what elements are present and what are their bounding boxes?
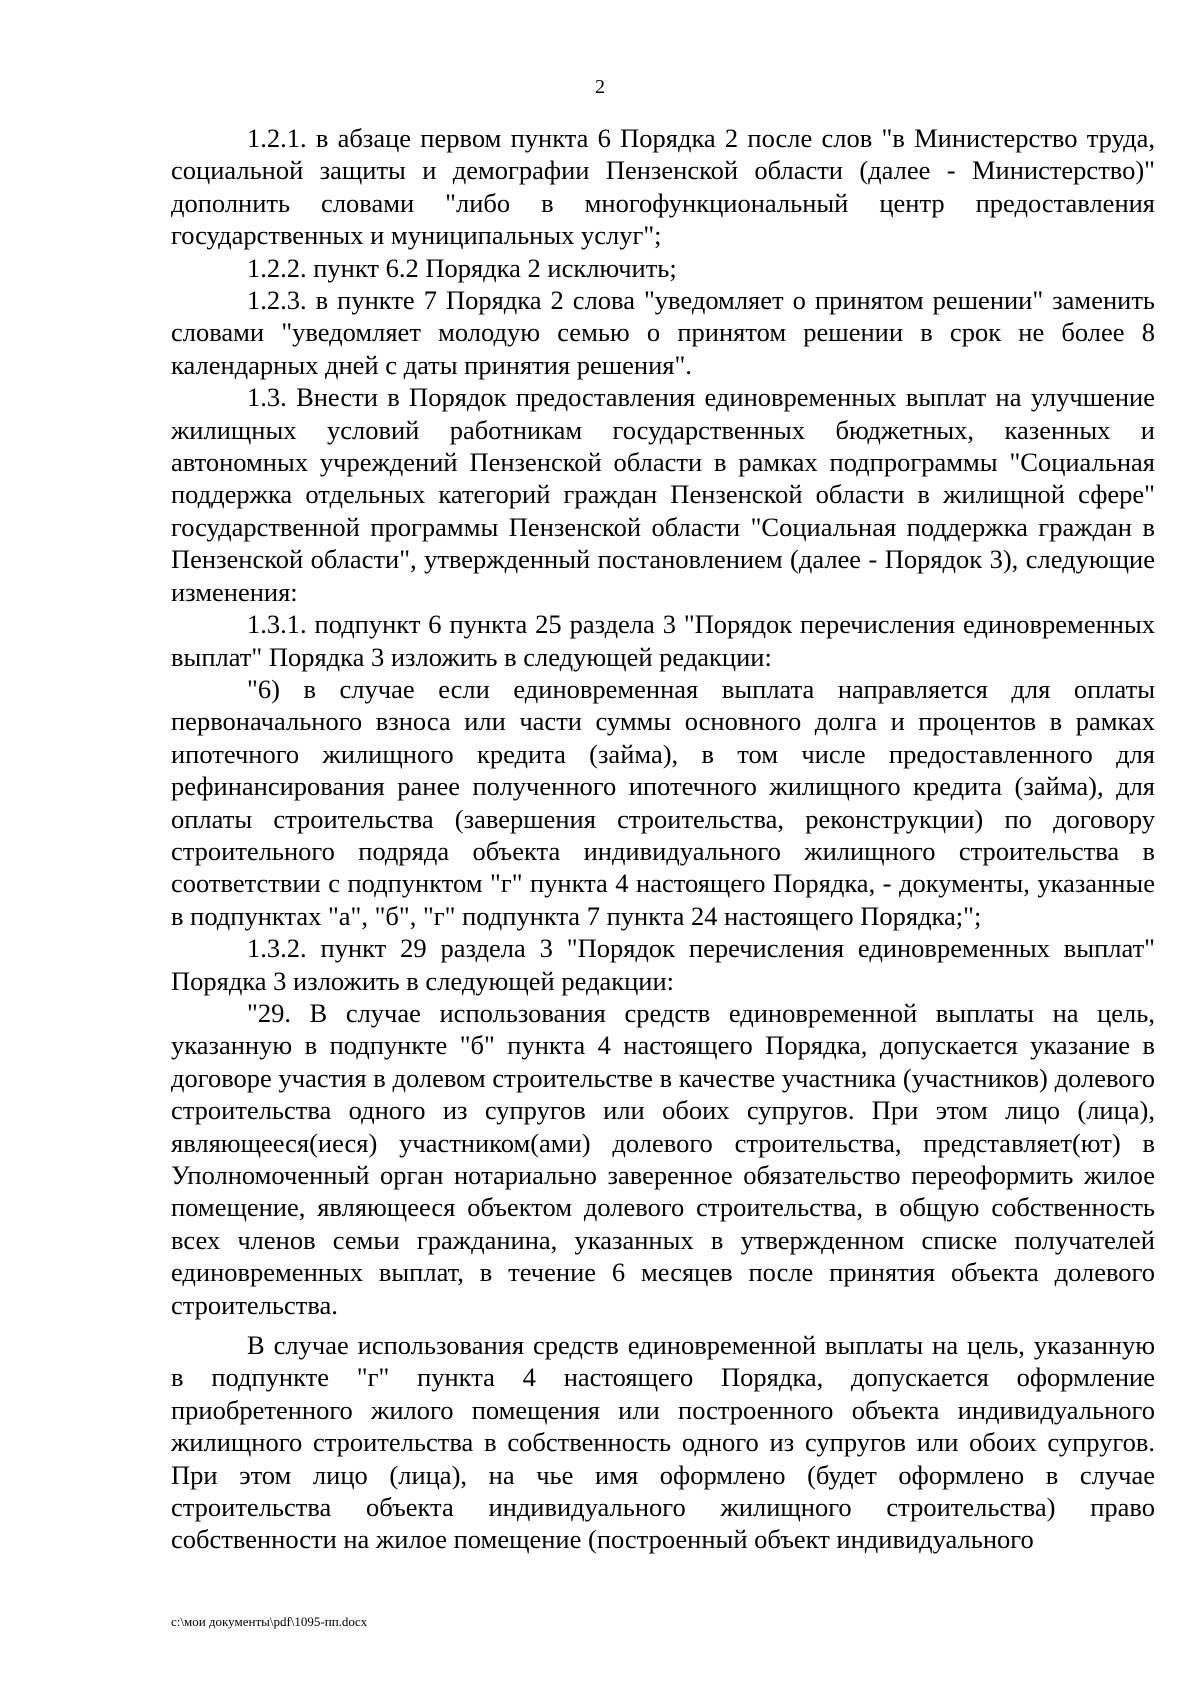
footer-file-path: c:\мои документы\pdf\1095-пп.docx: [171, 1614, 368, 1629]
paragraph-quoted-6: "6) в случае если единовременная выплата направляется для оплаты первоначального взноса или части суммы основного долга и процентов в рамках ипотечного жилищного кредита (займа), в том числе предоставленного для рефинансирования ранее полученного ипотечного жилищного кредита (займа), для оплаты строительства (завершения строительства, реконструкции) по договору строительного подряда объекта индивидуального жилищного строительства в соответствии с подпунктом "г" пункта 4 настоящего Порядка, - документы, указанные в подпунктах "а", "б", "г" подпункта 7 пункта 24 настоящего Порядка;";: [171, 673, 1155, 931]
paragraph-1-2-1: 1.2.1. в абзаце первом пункта 6 Порядка 2 после слов "в Министерство труда, социальной защиты и демографии Пензенской области (далее - Министерство)" дополнить словами "либо в многофункциональный центр предоставления государственных и муниципальных услуг";: [171, 123, 1155, 251]
paragraph-continuation: В случае использования средств единовременной выплаты на цель, указанную в подпункте "г" пункта 4 настоящего Порядка, допускается оформление приобретенного жилого помещения или построенного объекта индивидуального жилищного строительства в собственность одного из супругов или обоих супругов. При этом лицо (лица), на чье имя оформлено (будет оформлено в случае строительства объекта индивидуального жилищного строительства) право собственности на жилое помещение (построенный объект индивидуального: [171, 1330, 1155, 1555]
paragraph-1-3: 1.3. Внести в Порядок предоставления единовременных выплат на улучшение жилищных условий работникам государственных бюджетных, казенных и автономных учреждений Пензенской области в рамках подпрограммы "Социальная поддержка отдельных категорий граждан Пензенской области в жилищной сфере" государственной программы Пензенской области "Социальная поддержка граждан в Пензенской области", утвержденный постановлением (далее - Порядок 3), следующие изменения:: [171, 382, 1155, 607]
paragraph-1-3-1: 1.3.1. подпункт 6 пункта 25 раздела 3 "Порядок перечисления единовременных выплат" Порядка 3 изложить в следующей редакции:: [171, 609, 1155, 672]
paragraph-quoted-29: "29. В случае использования средств единовременной выплаты на цель, указанную в подпункте "б" пункта 4 настоящего Порядка, допускается указание в договоре участия в долевом строительстве в качестве участника (участников) долевого строительства одного из супругов или обоих супругов. При этом лицо (лица), являющееся(иеся) участником(ами) долевого строительства, представляет(ют) в Уполномоченный орган нотариально заверенное обязательство переоформить жилое помещение, являющееся объектом долевого строительства, в общую собственность всех членов семьи гражданина, указанных в утвержденном списке получателей единовременных выплат, в течение 6 месяцев после принятия объекта долевого строительства.: [171, 997, 1155, 1320]
page-number: 2: [595, 76, 605, 98]
document-body: [171, 122, 1155, 1556]
paragraph-1-3-2: 1.3.2. пункт 29 раздела 3 "Порядок перечисления единовременных выплат" Порядка 3 изложить в следующей редакции:: [171, 933, 1155, 996]
paragraph-1-2-2: 1.2.2. пункт 6.2 Порядка 2 исключить;: [247, 252, 677, 283]
paragraph-1-2-3: 1.2.3. в пункте 7 Порядка 2 слова "уведомляет о принятом решении" заменить словами "уведомляет молодую семью о принятом решении в срок не более 8 календарных дней с даты принятия решения".: [171, 285, 1155, 380]
